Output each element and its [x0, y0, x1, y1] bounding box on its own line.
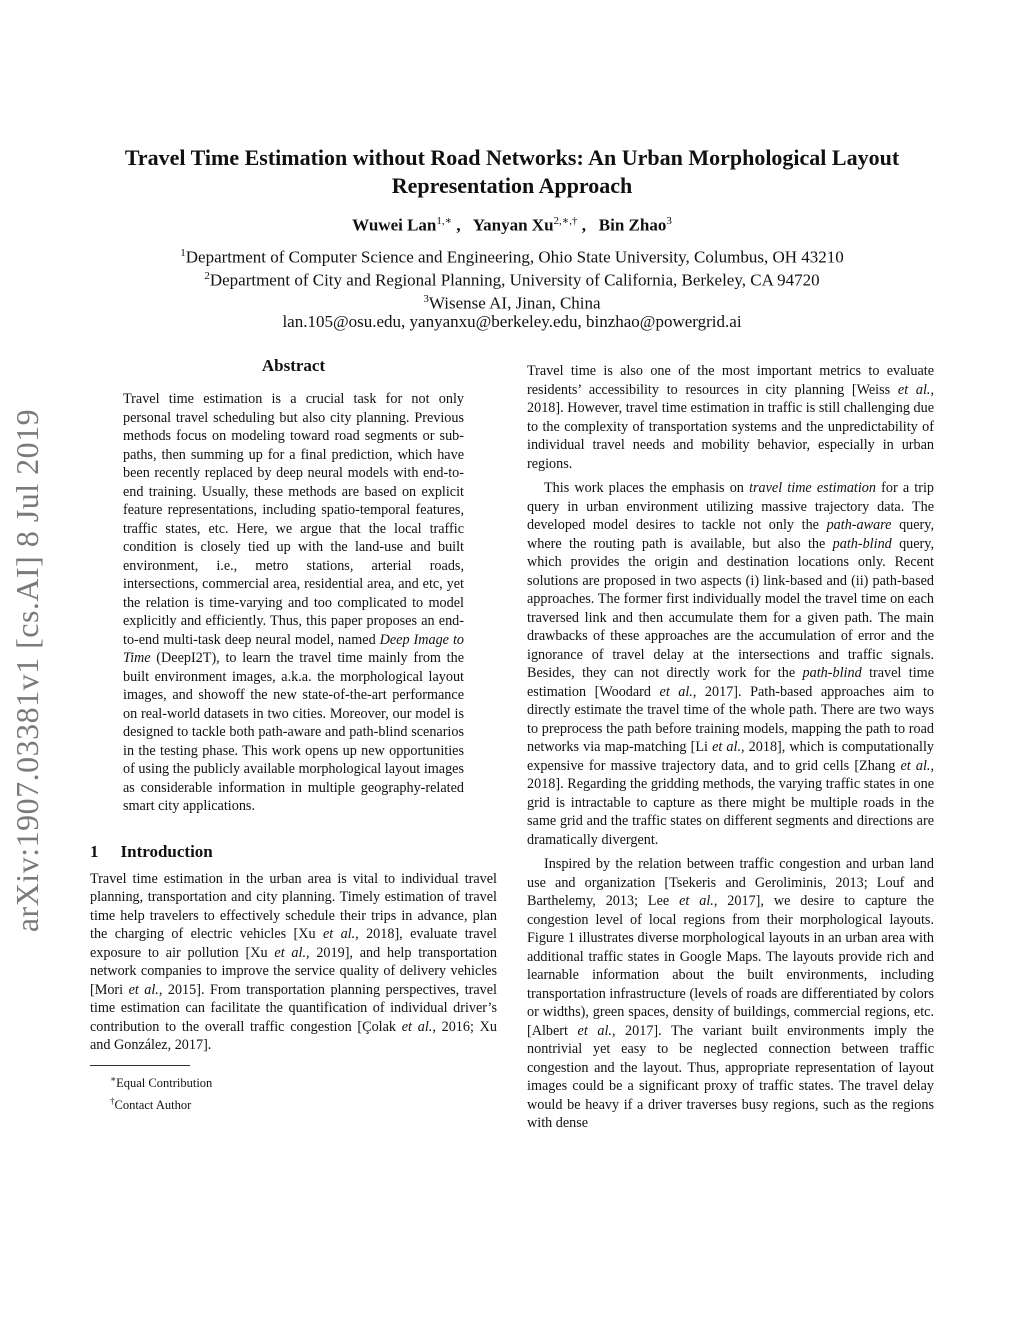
author-affiliation-mark: 3 — [666, 215, 672, 227]
section-number: 1 — [90, 841, 99, 861]
affiliation-text: Department of City and Regional Planning, University of California, Berkeley, CA 94720 — [209, 270, 820, 290]
intro-paragraph: Travel time estimation in the urban area is vital to individual travel planning, transportation and city planning. Timely estimation of travel time help travelers to effectively schedule their trips in advance, plan the charging of electric vehicles [Xu et al., 2018], evaluate travel exposure to air pollution [Xu et al., 2019], and help transportation network companies to improve the service quality of delivery vehicles [Mori et al., 2015]. From transportation planning perspectives, travel time estimation can facilitate the quantification of individual driver’s contribution to the overall traffic congestion [Çolak et al., 2016; Xu and González, 2017]. — [90, 870, 498, 1053]
footnote-divider — [90, 1065, 190, 1066]
abstract-text: Travel time estimation is a crucial task for not only personal travel scheduling but also city planning. Previous methods focus on modeling toward road segments or sub-paths, then summing up for a final prediction, which have been recently replaced by deep neural models with end-to-end training. Usually, these methods are based on explicit feature representations, including spatio-temporal features, traffic states, etc. Here, we argue that the local traffic condition is closely tied up with the land-use and built environment, i.e., metro stations, arterial roads, intersections, commercial area, residential area, and etc, yet the relation is time-varying and too complicated to model explicitly and efficiently. Thus, this paper proposes an end-to-end multi-task deep neural model, named Deep Image to Time (DeepI2T), to learn the travel time mainly from the built environment images, a.k.a. the morphological layout images, and showoff the new state-of-the-art performance on real-world datasets in two cities. Moreover, our model is designed to tackle both path-aware and path-blind scenarios in the testing phase. This work opens up new opportunities of using the publicly available morphological layout images as considerable information in multiple geography-related smart city applications. — [123, 391, 464, 814]
arxiv-sidebar — [2, 380, 54, 960]
right-column — [527, 362, 934, 1133]
affiliation-text: Wisense AI, Jinan, China — [428, 293, 601, 313]
footnote: †Contact Author — [110, 1095, 192, 1112]
author-emails: lan.105@osu.edu, yanyanxu@berkeley.edu, binzhao@powergrid.ai — [282, 312, 742, 331]
section-title: Introduction — [120, 841, 213, 861]
affiliation-text: Department of Computer Science and Engineering, Ohio State University, Columbus, OH 43210 — [185, 247, 844, 267]
footnote: ∗Equal Contribution — [110, 1073, 213, 1090]
body-paragraph: Inspired by the relation between traffic congestion and urban land use and organization [Tsekeris and Geroliminis, 2013; Louf and Barthelemy, 2013; Lee et al., 2017], we desire to capture the congestion level of local regions from their morphological layouts. Figure 1 illustrates diverse morphological layouts in an urban area with additional traffic states in Google Maps. The layouts provide rich and learnable information about the built environments, including transportation infrastructure (levels of roads are differentiated by colors or widths), green spaces, density of buildings, commercial regions, etc. [Albert et al., 2017]. The variant built environments imply the nontrivial yet easy to be neglected connection between traffic congestion and the layout. Thus, appropriate representation of layout images could be a significant proxy of traffic states. The travel delay would be heavy if a driver traverses busy regions, such as the regions with dense — [527, 856, 934, 1131]
author-affiliation-mark: 1,∗ — [436, 215, 453, 227]
affiliation-mark: 1 — [180, 247, 186, 259]
abstract-heading: Abstract — [261, 356, 326, 375]
author-list: Wuwei Lan$^{1,∗}$ , Yanyan Xu$^{2,∗,\dagger}$ , Bin Zhao$^3$ — [352, 215, 672, 235]
author-name: Yanyan Xu — [472, 215, 554, 235]
author-name: Bin Zhao — [598, 215, 667, 235]
paper-title: Travel Time Estimation without Road Networks: An Urban Morphological Layout Representation Approach — [124, 145, 900, 198]
body-paragraph: Travel time is also one of the most important metrics to evaluate residents’ accessibility to resources in city planning [Weiss et al., 2018]. However, travel time estimation in traffic is still challenging due to the complexity of transportation systems and the unpredictability of individual travel needs and mobility behavior, especially in urban regions. — [527, 363, 934, 472]
affiliation-mark: 3 — [423, 293, 429, 305]
affiliation-mark: 2 — [204, 270, 210, 282]
left-column — [90, 356, 497, 1114]
author-affiliation-mark: 2,∗,† — [553, 215, 578, 227]
body-paragraph: This work places the emphasis on travel time estimation for a trip query in urban environment utilizing massive trajectory data. The developed model desires to tackle not only the path-aware query, where the routing path is available, but also the path-blind query, which provides the origin and destination locations only. Recent solutions are proposed in two aspects (i) link-based and (ii) path-based approaches. The former first individually model the travel time on each traversed link and then accumulate them for a given path. The main drawbacks of these approaches are the accumulation of error and the ignorance of travel delay at the intersections and traffic signals. Besides, they can not directly work for the path-blind travel time estimation [Woodard et al., 2017]. Path-based approaches aim to directly estimate the travel time of the whole path. There are two ways to preprocess the path before training models, mapping the path to road networks via map-matching [Li et al., 2018], which is computationally expensive for massive trajectory data, and to grid cells [Zhang et al., 2018]. Regarding the gridding methods, the varying traffic states in one grid is intractable to capture as there might be multiple roads in the same grid and the traffic states on different segments and directions are dramatically divergent. — [527, 480, 934, 848]
section-heading-introduction — [90, 842, 497, 862]
arxiv-identifier: arXiv:1907.03381v1 [cs.AI] 8 Jul 2019 — [9, 408, 46, 932]
author-name: Wuwei Lan — [352, 215, 437, 235]
